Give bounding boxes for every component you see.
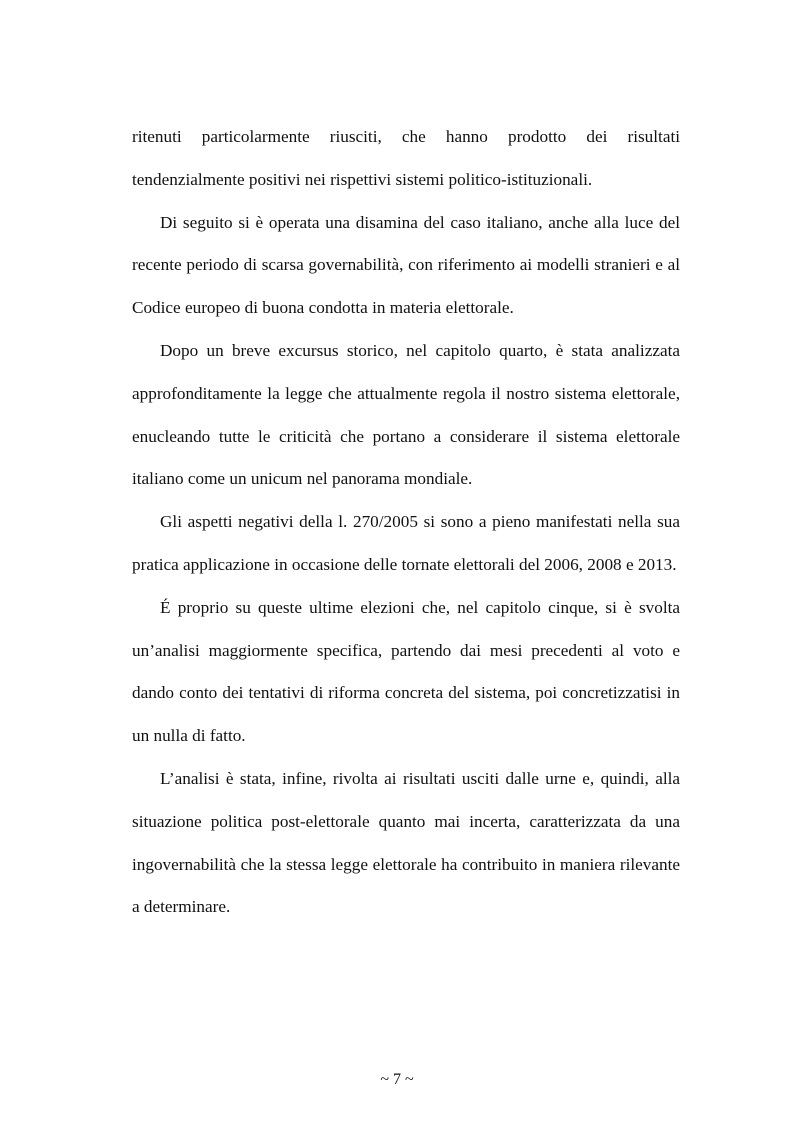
page-body xyxy=(132,116,680,929)
paragraph-5: É proprio su queste ultime elezioni che, nel capitolo cinque, si è svolta un’analisi maggiormente specifica, partendo dai mesi precedenti al voto e dando conto dei tentativi di riforma concreta del sistema, poi concretizzatisi in un nulla di fatto. xyxy=(132,597,680,746)
paragraph-6: L’analisi è stata, infine, rivolta ai risultati usciti dalle urne e, quindi, alla situazione politica post-elettorale quanto mai incerta, caratterizzata da una ingovernabilità che la stessa legge elettorale ha contribuito in maniera rilevante a determinare. xyxy=(132,768,680,917)
paragraph-2: Di seguito si è operata una disamina del caso italiano, anche alla luce del recente periodo di scarsa governabilità, con riferimento ai modelli stranieri e al Codice europeo di buona condotta in materia elettorale. xyxy=(132,212,680,318)
paragraph-3: Dopo un breve excursus storico, nel capitolo quarto, è stata analizzata approfonditamente la legge che attualmente regola il nostro sistema elettorale, enucleando tutte le criticità che portano a considerare il sistema elettorale italiano come un unicum nel panorama mondiale. xyxy=(132,340,680,489)
page-number: ~ 7 ~ xyxy=(380,1071,414,1088)
paragraph-4: Gli aspetti negativi della l. 270/2005 si sono a pieno manifestati nella sua pratica applicazione in occasione delle tornate elettorali del 2006, 2008 e 2013. xyxy=(132,512,680,574)
paragraph-1: ritenuti particolarmente riusciti, che hanno prodotto dei risultati tendenzialmente positivi nei rispettivi sistemi politico-istituzionali. xyxy=(132,127,680,189)
